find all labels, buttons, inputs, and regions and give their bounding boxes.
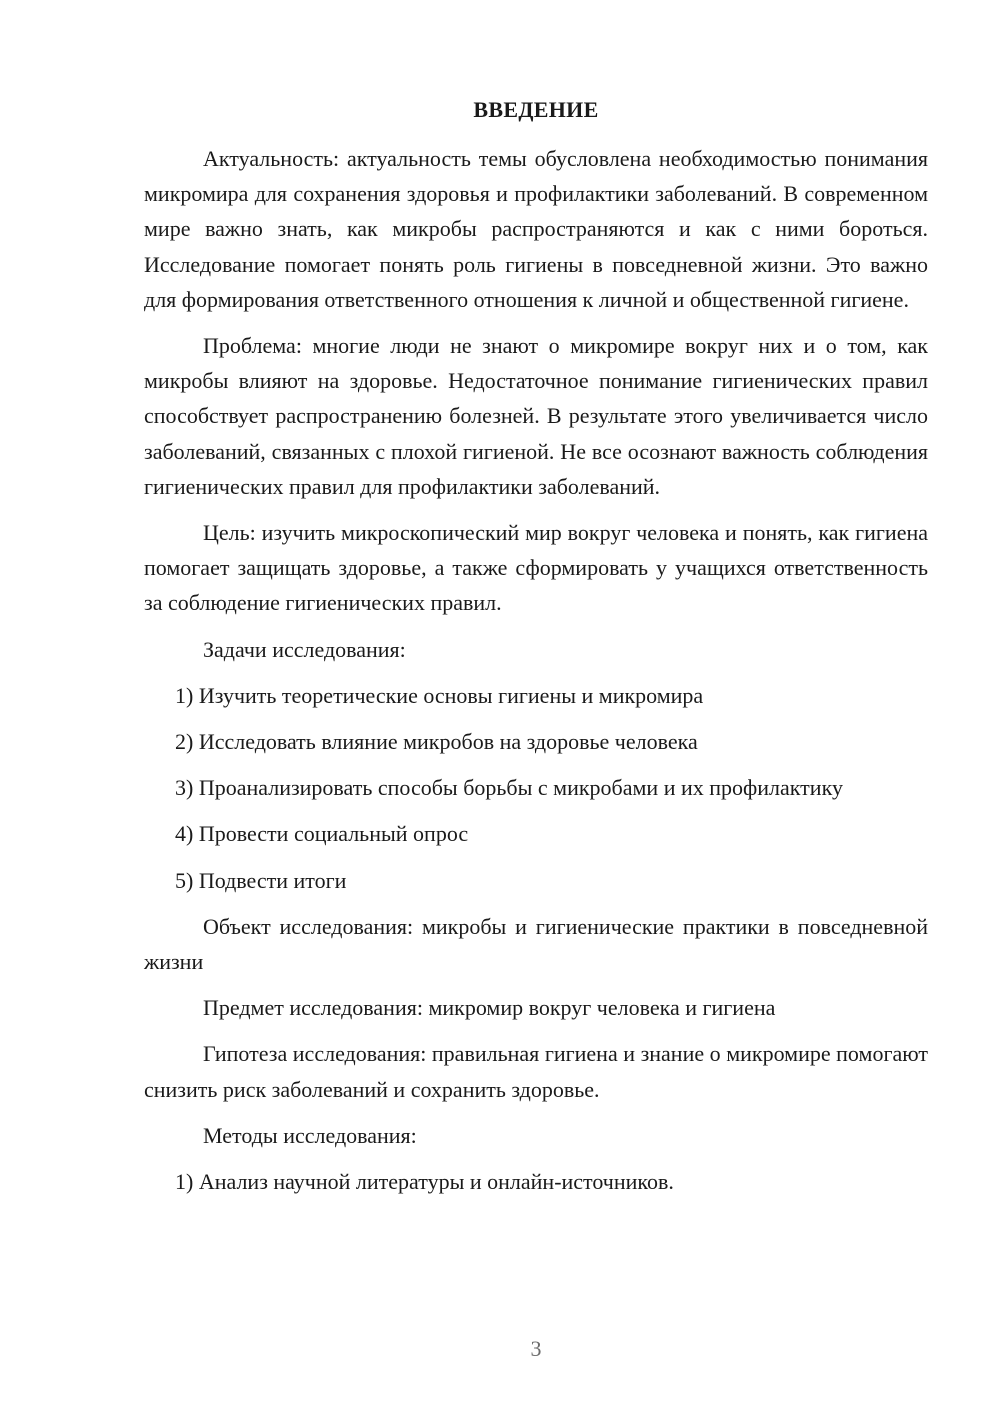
section-title: ВВЕДЕНИЕ xyxy=(473,97,599,122)
paragraph-relevance: Актуальность: актуальность темы обусловлена необходимостью понимания микромира для сохранения здоровья и профилактики заболеваний. В современном мире важно знать, как микробы распространяются и как с ними бороться. Исследование помогает понять роль гигиены в повседневной жизни. Это важно для формирования ответственного отношения к личной и общественной гигиене. xyxy=(144,146,928,312)
method-item-1: 1) Анализ научной литературы и онлайн-источников. xyxy=(175,1169,674,1195)
paragraph-object: Объект исследования: микробы и гигиенические практики в повседневной жизни xyxy=(144,913,928,975)
task-item-5: 5) Подвести итоги xyxy=(175,867,347,893)
paragraph-problem: Проблема: многие люди не знают о микромире вокруг них и о том, как микробы влияют на здоровье. Недостаточное понимание гигиенических правил способствует распространению болезней. В результате этого увеличивается число заболеваний, связанных с плохой гигиеной. Не все осознают важность соблюдения гигиенических правил для профилактики заболеваний. xyxy=(144,333,928,499)
paragraph-subject: Предмет исследования: микромир вокруг человека и гигиена xyxy=(203,995,776,1021)
paragraph-hypothesis: Гипотеза исследования: правильная гигиена и знание о микромире помогают снизить риск заболеваний и сохранить здоровье. xyxy=(144,1041,928,1102)
task-item-1: 1) Изучить теоретические основы гигиены и микромира xyxy=(175,682,704,708)
paragraph-methods-heading: Методы исследования: xyxy=(203,1122,417,1148)
task-item-2: 2) Исследовать влияние микробов на здоровье человека xyxy=(175,729,698,755)
body-text xyxy=(144,141,928,1210)
task-item-4: 4) Провести социальный опрос xyxy=(175,821,469,847)
paragraph-tasks-heading: Задачи исследования: xyxy=(203,636,406,662)
task-item-3: 3) Проанализировать способы борьбы с микробами и их профилактику xyxy=(175,775,843,801)
page-number: 3 xyxy=(530,1336,542,1361)
paragraph-goal: Цель: изучить микроскопический мир вокруг человека и понять, как гигиена помогает защищать здоровье, а также сформировать у учащихся ответственность за соблюдение гигиенических правил. xyxy=(144,520,928,616)
